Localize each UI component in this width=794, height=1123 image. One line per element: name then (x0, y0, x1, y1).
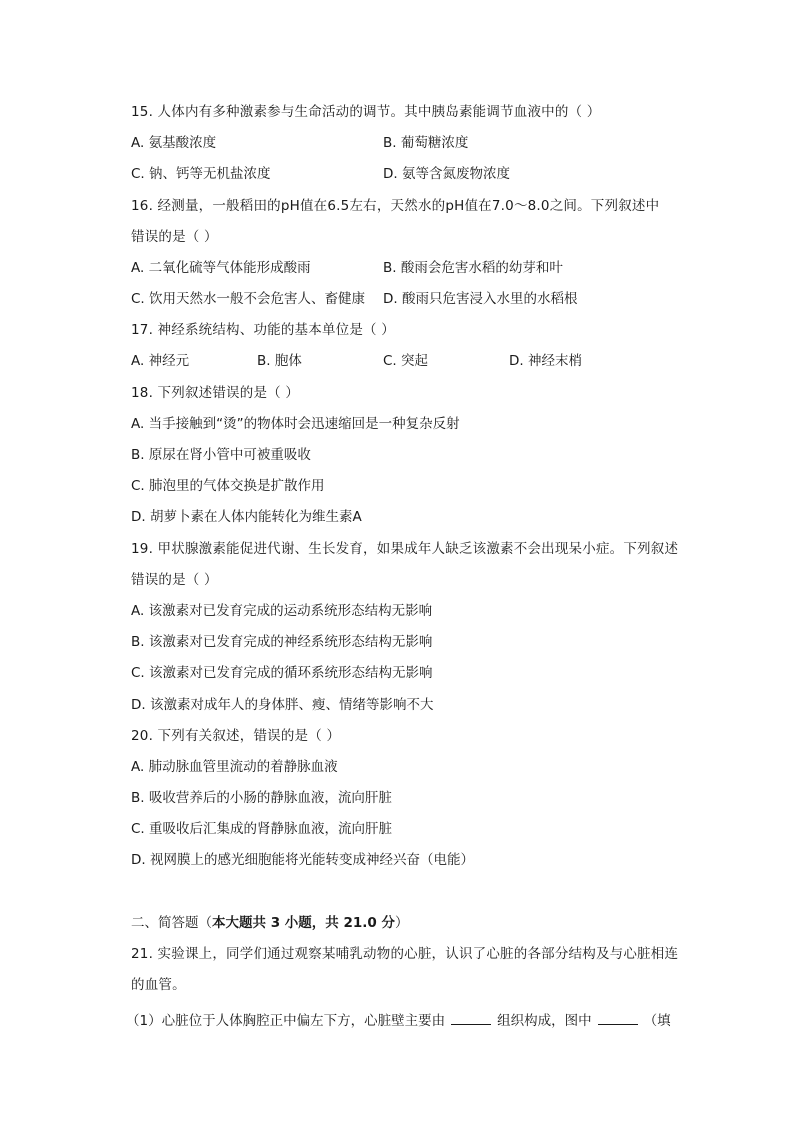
q18-option-a: A. 当手接触到“烫”的物体时会迅速缩回是一种复杂反射 (131, 416, 460, 432)
q15-option-c: C. 钠、钙等无机盐浓度 (131, 166, 271, 182)
question-19-stem-line2: 错误的是（ ） (131, 572, 218, 588)
q20-option-b: B. 吸收营养后的小肠的静脉血液，流向肝脏 (131, 790, 392, 806)
q17-option-c: C. 突起 (383, 353, 429, 369)
section-2-title-suffix: ） (395, 915, 409, 931)
q16-option-b: B. 酸雨会危害水稻的幼芽和叶 (383, 260, 563, 276)
question-17-stem: 17. 神经系统结构、功能的基本单位是（ ） (131, 322, 395, 338)
q18-option-b: B. 原尿在肾小管中可被重吸收 (131, 447, 311, 463)
question-20-stem: 20. 下列有关叙述，错误的是（ ） (131, 728, 341, 744)
q15-option-b: B. 葡萄糖浓度 (383, 135, 469, 151)
section-2-title-bold: 本大题共 3 小题，共 21.0 分 (212, 915, 396, 931)
q16-option-d: D. 酸雨只危害浸入水里的水稻根 (383, 291, 578, 307)
q21-sub1-part-a: （1）心脏位于人体胸腔正中偏左下方，心脏壁主要由 (126, 1013, 446, 1029)
q17-option-a: A. 神经元 (131, 353, 190, 369)
q20-option-c: C. 重吸收后汇集成的肾静脉血液，流向肝脏 (131, 821, 393, 837)
q15-option-d: D. 氨等含氮废物浓度 (383, 166, 510, 182)
answer-blank-2[interactable] (598, 1010, 638, 1025)
q18-option-d: D. 胡萝卜素在人体内能转化为维生素A (131, 509, 362, 525)
question-19-stem-line1: 19. 甲状腺激素能促进代谢、生长发育，如果成年人缺乏该激素不会出现呆小症。下列叙述 (131, 541, 679, 557)
q19-option-c: C. 该激素对已发育完成的循环系统形态结构无影响 (131, 665, 433, 681)
q19-option-d: D. 该激素对成年人的身体胖、瘦、情绪等影响不大 (131, 697, 434, 713)
q15-option-a: A. 氨基酸浓度 (131, 135, 217, 151)
q21-sub1-part-c: （填 (643, 1013, 671, 1029)
q16-option-c: C. 饮用天然水一般不会危害人、畜健康 (131, 291, 366, 307)
question-16-stem-line2: 错误的是（ ） (131, 229, 218, 245)
q21-sub1-part-b: 组织构成，图中 (497, 1013, 592, 1029)
q21-sub1 (126, 1010, 671, 1031)
question-18-stem: 18. 下列叙述错误的是（ ） (131, 385, 300, 401)
answer-blank-1[interactable] (451, 1010, 491, 1025)
question-15-stem: 15. 人体内有多种激素参与生命活动的调节。其中胰岛素能调节血液中的（ ） (131, 104, 601, 120)
q20-option-d: D. 视网膜上的感光细胞能将光能转变成神经兴奋（电能） (131, 852, 474, 868)
q16-option-a: A. 二氧化硫等气体能形成酸雨 (131, 260, 311, 276)
question-21-stem-line1: 21. 实验课上，同学们通过观察某哺乳动物的心脏，认识了心脏的各部分结构及与心脏相连 (131, 946, 679, 962)
q17-option-b: B. 胞体 (257, 353, 302, 369)
section-2-title (131, 913, 409, 933)
q18-option-c: C. 肺泡里的气体交换是扩散作用 (131, 478, 325, 494)
q19-option-b: B. 该激素对已发育完成的神经系统形态结构无影响 (131, 634, 433, 650)
section-2-title-prefix: 二、简答题（ (131, 915, 212, 931)
q20-option-a: A. 肺动脉血管里流动的着静脉血液 (131, 759, 338, 775)
question-16-stem-line1: 16. 经测量，一般稻田的pH值在6.5左右，天然水的pH值在7.0～8.0之间。下列叙述中 (131, 198, 660, 214)
q17-option-d: D. 神经末梢 (509, 353, 582, 369)
question-21-stem-line2: 的血管。 (131, 977, 186, 993)
q19-option-a: A. 该激素对已发育完成的运动系统形态结构无影响 (131, 603, 433, 619)
